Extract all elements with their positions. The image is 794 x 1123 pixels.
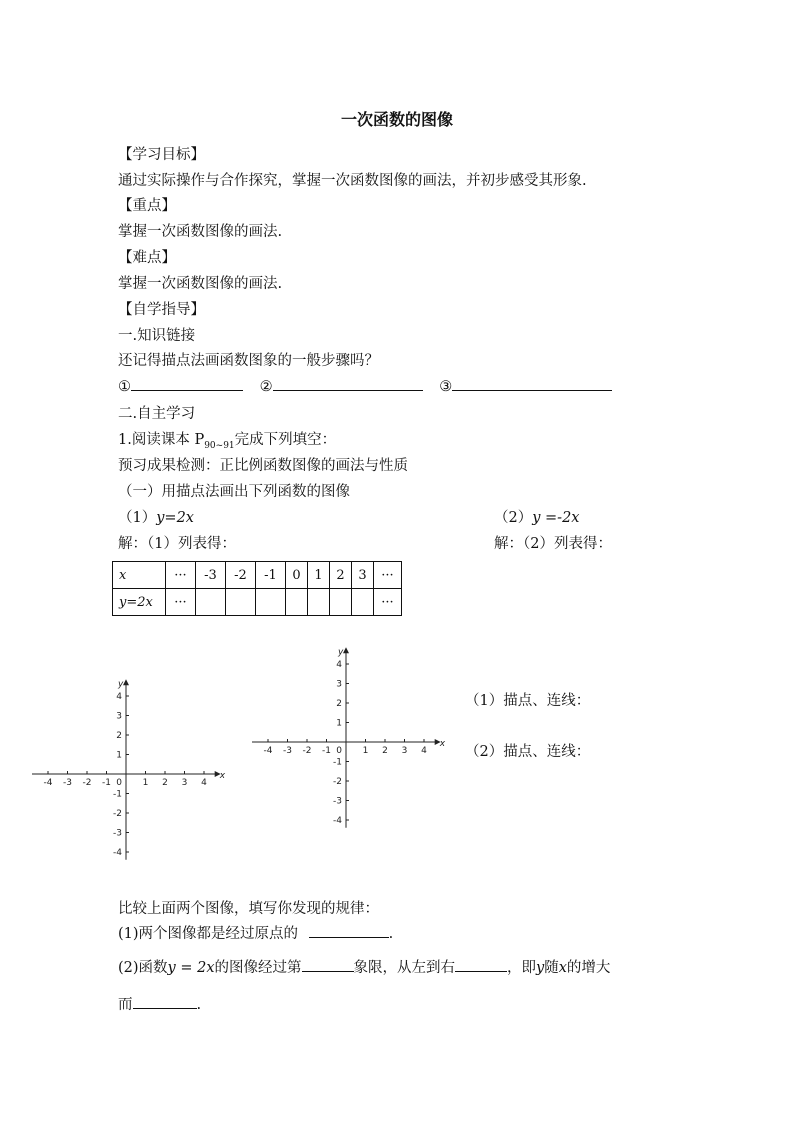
table-cell: ··· — [166, 562, 196, 589]
x-tick-label: -3 — [63, 778, 72, 788]
table-cell[interactable] — [226, 589, 256, 616]
preview-check: 预习成果检测：正比例函数图像的画法与性质 — [118, 458, 408, 474]
y-axis-label: y — [118, 679, 124, 690]
question-2-continued: 而 . — [118, 993, 201, 1014]
table-cell: x — [113, 562, 166, 589]
y-tick-label: -1 — [333, 757, 342, 768]
mark-2: ② — [259, 379, 273, 395]
y-tick-label: -3 — [333, 796, 342, 807]
x-tick-label: -1 — [322, 746, 331, 756]
y-tick-label: 3 — [336, 679, 342, 690]
key-heading: 【重点】 — [118, 198, 176, 214]
table-cell: -2 — [226, 562, 256, 589]
y-tick-label: -2 — [333, 777, 342, 787]
mark-1: ① — [118, 379, 131, 395]
x-tick-label: -2 — [302, 746, 312, 756]
step-1-label: （1）描点、连线： — [465, 693, 591, 709]
mark-3: ③ — [439, 379, 453, 395]
table-cell[interactable] — [352, 589, 374, 616]
knowledge-link-heading: 一.知识链接 — [118, 328, 196, 344]
table-cell: ··· — [374, 562, 402, 589]
origin-label: 0 — [116, 778, 122, 788]
x-tick-label: -4 — [43, 778, 53, 788]
question-2: (2)函数y = 2x的图像经过第 象限，从左到右 ，即y随x的增大 — [118, 956, 610, 977]
difficulty-heading: 【难点】 — [118, 250, 176, 266]
y-tick-label: 1 — [116, 750, 122, 761]
x-tick-label: -3 — [283, 746, 292, 756]
answer-blank-change[interactable] — [133, 994, 197, 1009]
function-2: （2）y =-2x — [494, 510, 580, 526]
table-cell: -1 — [256, 562, 286, 589]
answer-blank-3[interactable] — [452, 376, 612, 391]
table-cell: -3 — [196, 562, 226, 589]
answer-blank-q1[interactable] — [309, 923, 389, 938]
x-tick-label: 4 — [201, 778, 207, 788]
y-tick-label: -2 — [113, 809, 122, 819]
x-tick-label: -1 — [102, 778, 111, 788]
answer-blank-quadrant[interactable] — [302, 957, 354, 972]
table-cell[interactable] — [330, 589, 352, 616]
x-tick-label: 1 — [142, 778, 149, 788]
reading-instruction: 1.阅读课本 $P_{90\sim 91}$完成下列填空： — [118, 432, 337, 451]
table-cell: ··· — [166, 589, 196, 616]
x-axis-label: x — [439, 739, 446, 749]
answer-blank-trend[interactable] — [455, 957, 507, 972]
origin-label: 0 — [336, 746, 342, 756]
goal-text: 通过实际操作与合作探究，掌握一次函数图像的画法，并初步感受其形象. — [118, 173, 587, 189]
solution-2: 解：（2）列表得： — [494, 536, 612, 552]
key-text: 掌握一次函数图像的画法. — [118, 224, 283, 240]
page-title: 一次函数的图像 — [340, 110, 453, 129]
x-tick-label: 2 — [162, 778, 168, 788]
table-row — [113, 562, 402, 589]
answer-blank-1[interactable] — [131, 376, 243, 391]
x-tick-label: 3 — [181, 778, 188, 788]
table-cell: 1 — [308, 562, 330, 589]
compare-intro: 比较上面两个图像，填写你发现的规律： — [118, 901, 379, 917]
coordinate-grid-2[interactable] — [248, 640, 458, 838]
guide-heading: 【自学指导】 — [118, 302, 205, 318]
y-axis-arrow — [343, 647, 349, 653]
y-tick-label: 2 — [336, 699, 342, 709]
goal-heading: 【学习目标】 — [118, 147, 205, 163]
steps-question: 还记得描点法画函数图象的一般步骤吗？ — [118, 353, 379, 369]
x-tick-label: -4 — [263, 746, 273, 756]
y-tick-label: 4 — [116, 692, 122, 702]
table-cell: ··· — [374, 589, 402, 616]
x-axis-label: x — [219, 771, 226, 781]
y-tick-label: 1 — [336, 718, 342, 729]
table-cell[interactable] — [196, 589, 226, 616]
y-tick-label: -4 — [333, 816, 342, 826]
table-cell: y=2x — [113, 589, 166, 616]
table-cell: 3 — [352, 562, 374, 589]
value-table — [112, 561, 402, 616]
steps-answer-line — [118, 376, 612, 395]
solution-1: 解：（1）列表得： — [118, 536, 236, 552]
table-row — [113, 589, 402, 616]
difficulty-text: 掌握一次函数图像的画法. — [118, 276, 283, 292]
y-axis-label: y — [338, 647, 344, 658]
y-tick-label: 3 — [116, 711, 122, 722]
table-cell[interactable] — [308, 589, 330, 616]
y-axis-arrow — [123, 679, 129, 685]
x-tick-label: -2 — [82, 778, 92, 788]
question-1: (1)两个图像都是经过原点的 . — [118, 922, 393, 943]
x-tick-label: 1 — [362, 746, 369, 756]
table-cell: 2 — [330, 562, 352, 589]
table-cell: 0 — [286, 562, 308, 589]
y-tick-label: -1 — [113, 789, 122, 800]
y-tick-label: -4 — [113, 848, 122, 858]
x-tick-label: 2 — [382, 746, 388, 756]
table-cell[interactable] — [286, 589, 308, 616]
table-cell[interactable] — [256, 589, 286, 616]
subsection-1: （一）用描点法画出下列函数的图像 — [118, 484, 350, 500]
y-tick-label: -3 — [113, 828, 122, 839]
y-tick-label: 4 — [336, 660, 342, 670]
step-2-label: （2）描点、连线： — [465, 744, 591, 760]
answer-blank-2[interactable] — [273, 376, 423, 391]
coordinate-grid-1[interactable] — [28, 664, 238, 862]
x-tick-label: 3 — [401, 746, 408, 756]
function-1: （1）y=2x — [118, 510, 194, 526]
y-tick-label: 2 — [116, 731, 122, 741]
x-tick-label: 4 — [421, 746, 427, 756]
self-study-heading: 二.自主学习 — [118, 406, 196, 422]
